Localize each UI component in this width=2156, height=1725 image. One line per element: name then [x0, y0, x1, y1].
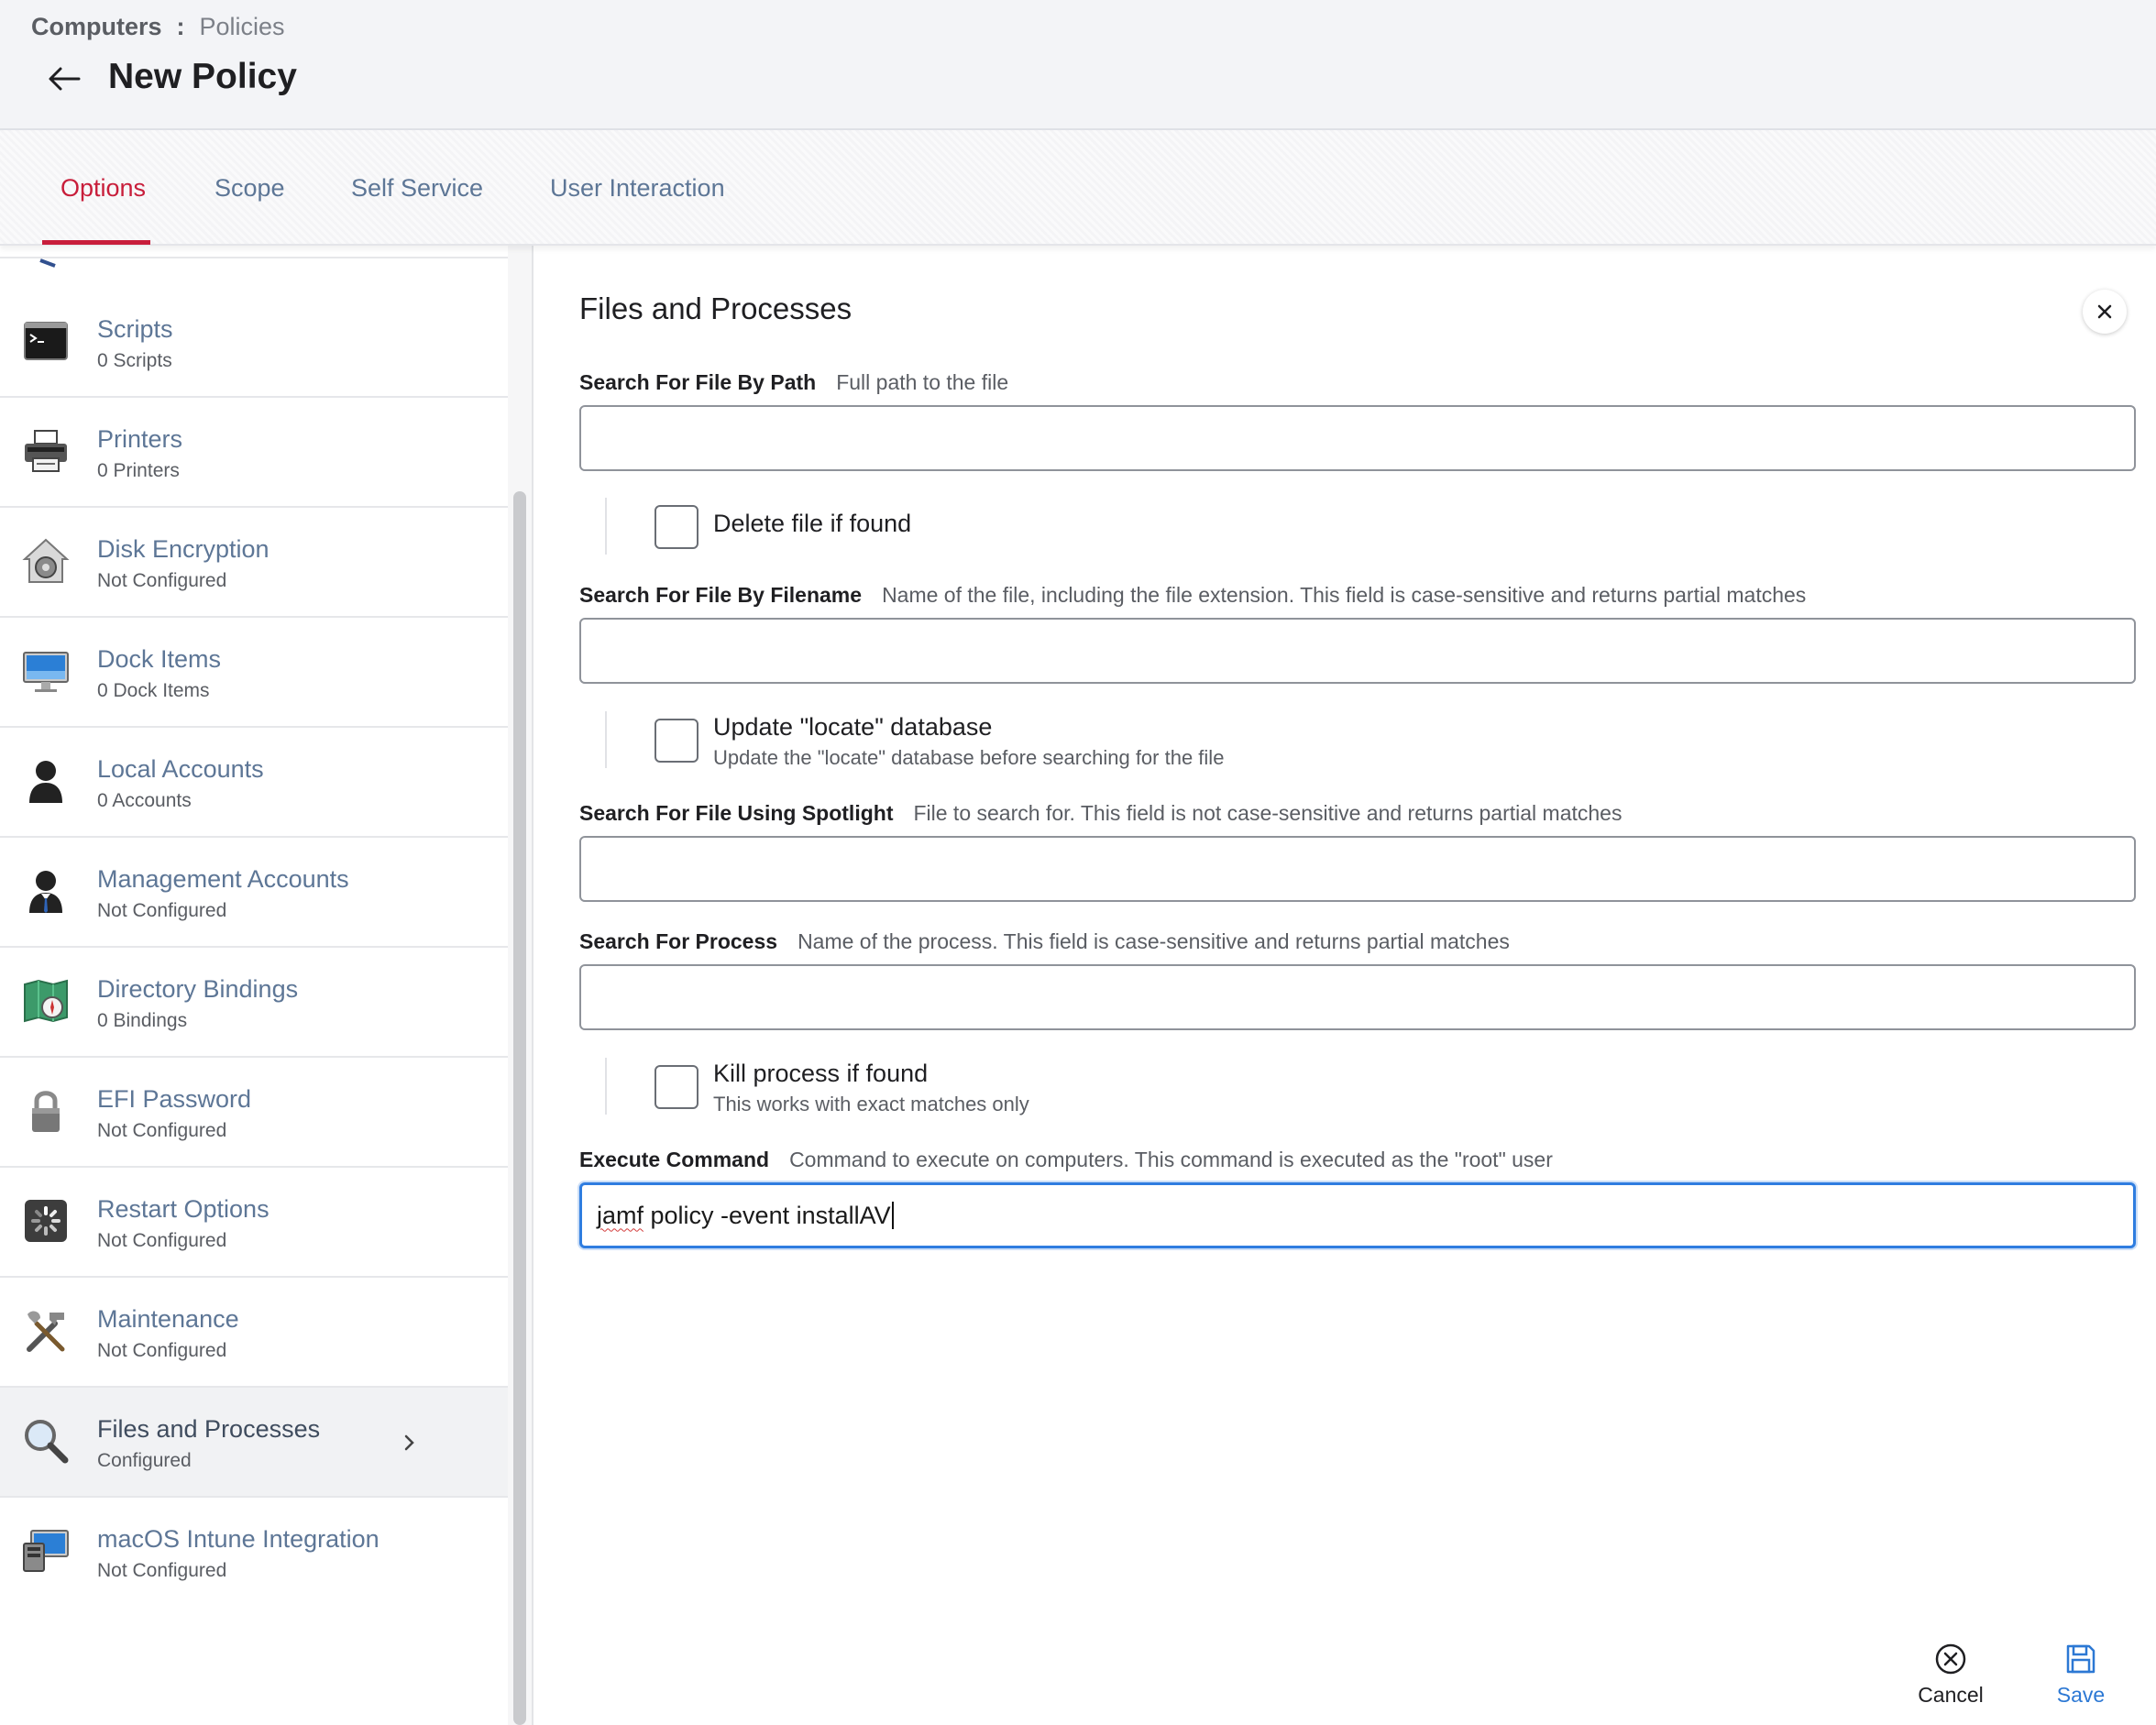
tab-bar [0, 130, 2156, 246]
cancel-circle-icon [1934, 1643, 1967, 1676]
active-tab-indicator [42, 240, 150, 245]
sidebar-item-subtitle: 0 Accounts [97, 790, 192, 811]
breadcrumb-computers[interactable]: Computers [31, 13, 162, 40]
sidebar-item-files-and-processes[interactable] [0, 1388, 508, 1498]
search-spotlight-label-text: Search For File Using Spotlight [579, 801, 894, 825]
sidebar-item-subtitle: Not Configured [97, 1560, 227, 1581]
sidebar-item-title: Dock Items [97, 645, 222, 673]
sidebar-item-subtitle: Not Configured [97, 570, 227, 591]
back-arrow-icon[interactable] [46, 60, 82, 97]
tab-scope[interactable]: Scope [214, 174, 285, 202]
sidebar-item-title: Files and Processes [97, 1415, 321, 1443]
cancel-label: Cancel [1918, 1683, 1984, 1707]
search-spotlight-hint: File to search for. This field is not case-sensitive and returns partial matches [913, 801, 1622, 825]
sidebar-item-maintenance[interactable] [0, 1278, 508, 1388]
save-button[interactable] [2026, 1643, 2136, 1725]
sidebar-item-title: Disk Encryption [97, 535, 270, 563]
sidebar-item-title: Local Accounts [97, 755, 264, 783]
sidebar-item-title: Printers [97, 425, 183, 453]
spellcheck-word: jamf [597, 1201, 644, 1229]
tab-options[interactable]: Options [60, 174, 147, 202]
search-spotlight-input[interactable] [579, 836, 2136, 902]
sidebar-item-title: EFI Password [97, 1085, 252, 1113]
sidebar-item-scripts[interactable] [0, 288, 508, 398]
delete-file-label: Delete file if found [713, 510, 912, 537]
padlock-icon [22, 1087, 70, 1135]
page-title: New Policy [108, 57, 297, 96]
kill-process-sublabel: This works with exact matches only [713, 1093, 1029, 1115]
update-locate-label: Update "locate" database [713, 713, 993, 741]
execute-command-value: policy -event installAV [644, 1201, 891, 1229]
sidebar-item-subtitle: Not Configured [97, 900, 227, 921]
save-label: Save [2056, 1683, 2106, 1707]
sidebar-item-management-accounts[interactable] [0, 838, 508, 948]
breadcrumb-policies[interactable]: Policies [199, 13, 285, 40]
intune-icon [22, 1527, 70, 1575]
disk-encryption-icon [22, 537, 70, 585]
breadcrumb-separator: : [176, 13, 185, 40]
search-process-input[interactable] [579, 964, 2136, 1030]
update-locate-checkbox[interactable] [654, 719, 698, 763]
sidebar-item-subtitle: 0 Printers [97, 460, 180, 481]
execute-command-label [579, 1148, 1553, 1172]
sidebar-item-title: Directory Bindings [97, 975, 299, 1003]
search-process-label-text: Search For Process [579, 929, 778, 953]
kill-process-checkbox[interactable] [654, 1065, 698, 1109]
sidebar-item-title: Scripts [97, 315, 173, 343]
sidebar-item-subtitle: 0 Scripts [97, 350, 172, 371]
sidebar-item-title: macOS Intune Integration [97, 1525, 380, 1553]
manager-silhouette-icon [22, 867, 70, 915]
search-filename-hint: Name of the file, including the file extension. This field is case-sensitive and returns partial matches [882, 583, 1807, 607]
search-process-hint: Name of the process. This field is case-sensitive and returns partial matches [798, 929, 1510, 953]
search-filename-input[interactable] [579, 618, 2136, 684]
cancel-button[interactable] [1896, 1643, 2006, 1725]
panel-divider [532, 246, 534, 1725]
search-path-input[interactable] [579, 405, 2136, 471]
tab-user-interaction[interactable]: User Interaction [550, 174, 725, 202]
breadcrumb [31, 13, 285, 41]
search-process-label [579, 929, 1510, 954]
sidebar-item-macos-intune-integration[interactable] [0, 1498, 508, 1608]
map-compass-icon [22, 977, 70, 1025]
delete-file-checkbox[interactable] [654, 505, 698, 549]
search-path-label [579, 370, 1008, 395]
sidebar-item-directory-bindings[interactable] [0, 948, 508, 1058]
sidebar-item-dock-items[interactable] [0, 618, 508, 728]
sidebar-item-title: Maintenance [97, 1305, 239, 1333]
text-caret [892, 1202, 894, 1229]
terminal-icon [22, 317, 70, 365]
sidebar-item-disk-encryption[interactable] [0, 508, 508, 618]
search-filename-label-text: Search For File By Filename [579, 583, 863, 607]
options-sidebar [0, 246, 508, 1725]
chevron-right-icon [400, 1430, 420, 1456]
close-icon [2096, 302, 2114, 321]
tab-self-service[interactable]: Self Service [351, 174, 484, 202]
tools-icon [22, 1307, 70, 1355]
execute-command-hint: Command to execute on computers. This command is executed as the "root" user [789, 1148, 1553, 1171]
page-header [0, 0, 2156, 130]
monitor-icon [22, 647, 70, 695]
search-path-hint: Full path to the file [836, 370, 1009, 394]
update-locate-sublabel: Update the "locate" database before searching for the file [713, 746, 1225, 769]
sidebar-item-local-accounts[interactable] [0, 728, 508, 838]
printer-icon [22, 427, 70, 475]
sidebar-item-title: Management Accounts [97, 865, 349, 893]
sidebar-item-printers[interactable] [0, 398, 508, 508]
user-silhouette-icon [22, 757, 70, 805]
sidebar-item-title: Restart Options [97, 1195, 270, 1223]
option-indent-rule [605, 498, 607, 555]
option-indent-rule [605, 711, 607, 768]
floppy-disk-icon [2064, 1643, 2097, 1676]
panel-title: Files and Processes [579, 291, 852, 325]
search-path-label-text: Search For File By Path [579, 370, 817, 394]
search-filename-label [579, 583, 1806, 608]
execute-command-label-text: Execute Command [579, 1148, 770, 1171]
magnifier-icon [22, 1417, 70, 1465]
option-indent-rule [605, 1058, 607, 1115]
sidebar-item-subtitle: Not Configured [97, 1120, 227, 1141]
execute-command-input[interactable] [579, 1182, 2136, 1248]
close-panel-button[interactable] [2083, 290, 2127, 334]
sidebar-item-subtitle: Configured [97, 1450, 192, 1471]
restart-spinner-icon [22, 1197, 70, 1245]
kill-process-label: Kill process if found [713, 1060, 929, 1087]
sidebar-scrollbar-thumb[interactable] [513, 491, 526, 1725]
sidebar-item-subtitle: 0 Bindings [97, 1010, 188, 1031]
sidebar-item-subtitle: 0 Dock Items [97, 680, 210, 701]
sidebar-item-restart-options[interactable] [0, 1168, 508, 1278]
sidebar-item-efi-password[interactable] [0, 1058, 508, 1168]
sidebar-item-subtitle: Not Configured [97, 1340, 227, 1361]
search-spotlight-label [579, 801, 1622, 826]
sidebar-item-subtitle: Not Configured [97, 1230, 227, 1251]
